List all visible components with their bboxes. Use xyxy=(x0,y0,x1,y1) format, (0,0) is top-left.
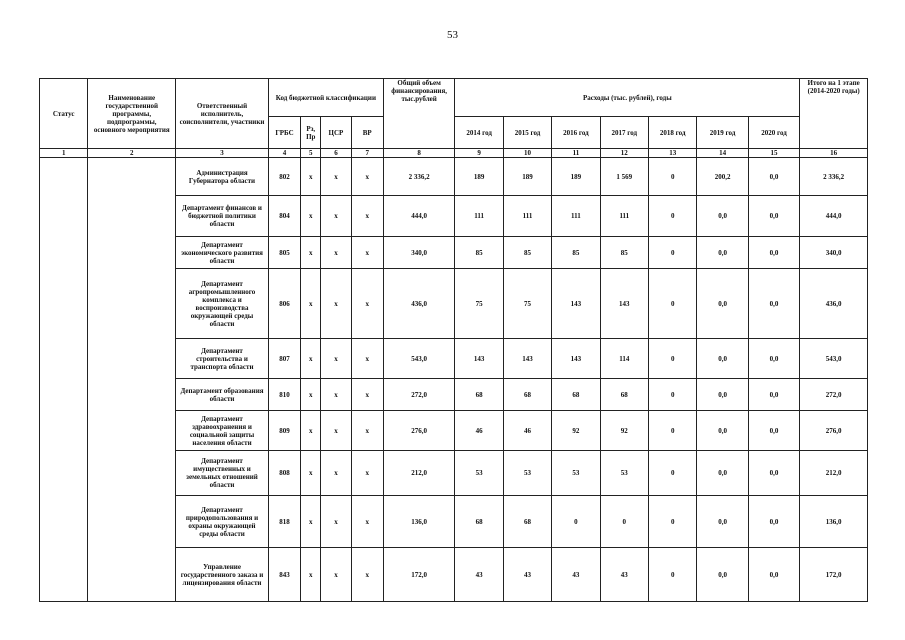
year-2014-cell: 53 xyxy=(455,451,503,496)
year-2019-cell: 0,0 xyxy=(697,411,748,451)
year-2014-cell: 68 xyxy=(455,379,503,411)
csr-cell: x xyxy=(321,411,351,451)
year-2019-cell: 0,0 xyxy=(697,269,748,339)
grbs-cell: 806 xyxy=(268,269,300,339)
year-2017-cell: 68 xyxy=(600,379,648,411)
year-2019-cell: 0,0 xyxy=(697,548,748,602)
year-2020-cell: 0,0 xyxy=(748,451,799,496)
column-number: 9 xyxy=(455,149,503,158)
rz-pr-cell: x xyxy=(301,269,321,339)
year-2017-cell: 1 569 xyxy=(600,158,648,196)
year-2015-cell: 68 xyxy=(503,379,551,411)
responsible-org-cell: Департамент строительства и транспорта области xyxy=(176,339,269,379)
header-csr: ЦСР xyxy=(321,117,351,149)
year-2014-cell: 143 xyxy=(455,339,503,379)
total-funding-cell: 436,0 xyxy=(383,269,455,339)
year-2014-cell: 46 xyxy=(455,411,503,451)
year-2016-cell: 53 xyxy=(552,451,600,496)
grbs-cell: 805 xyxy=(268,237,300,269)
responsible-org-cell: Управление государственного заказа и лицензирования области xyxy=(176,548,269,602)
total-funding-cell: 136,0 xyxy=(383,496,455,548)
column-number: 7 xyxy=(351,149,383,158)
column-number: 11 xyxy=(552,149,600,158)
year-2014-cell: 75 xyxy=(455,269,503,339)
grbs-cell: 809 xyxy=(268,411,300,451)
rz-pr-cell: x xyxy=(301,411,321,451)
header-year: 2020 год xyxy=(748,117,799,149)
grbs-cell: 843 xyxy=(268,548,300,602)
header-status: Статус xyxy=(40,79,88,149)
stage-total-cell: 340,0 xyxy=(800,237,868,269)
vr-cell: x xyxy=(351,411,383,451)
column-number: 13 xyxy=(649,149,697,158)
total-funding-cell: 2 336,2 xyxy=(383,158,455,196)
year-2014-cell: 85 xyxy=(455,237,503,269)
responsible-org-cell: Администрация Губернатора области xyxy=(176,158,269,196)
stage-total-cell: 212,0 xyxy=(800,451,868,496)
stage-total-cell: 2 336,2 xyxy=(800,158,868,196)
year-2017-cell: 143 xyxy=(600,269,648,339)
responsible-org-cell: Департамент имущественных и земельных отношений области xyxy=(176,451,269,496)
year-2014-cell: 68 xyxy=(455,496,503,548)
year-2017-cell: 53 xyxy=(600,451,648,496)
csr-cell: x xyxy=(321,379,351,411)
year-2019-cell: 0,0 xyxy=(697,339,748,379)
year-2016-cell: 111 xyxy=(552,196,600,237)
year-2016-cell: 143 xyxy=(552,339,600,379)
responsible-org-cell: Департамент финансов и бюджетной политики области xyxy=(176,196,269,237)
total-funding-cell: 543,0 xyxy=(383,339,455,379)
year-2019-cell: 0,0 xyxy=(697,237,748,269)
header-stage-total: Итого на 1 этапе (2014-2020 годы) xyxy=(800,79,868,149)
year-2015-cell: 46 xyxy=(503,411,551,451)
column-number: 16 xyxy=(800,149,868,158)
column-number: 10 xyxy=(503,149,551,158)
year-2018-cell: 0 xyxy=(649,548,697,602)
year-2015-cell: 68 xyxy=(503,496,551,548)
rz-pr-cell: x xyxy=(301,158,321,196)
year-2018-cell: 0 xyxy=(649,339,697,379)
rz-pr-cell: x xyxy=(301,237,321,269)
year-2020-cell: 0,0 xyxy=(748,548,799,602)
responsible-org-cell: Департамент экономического развития области xyxy=(176,237,269,269)
column-number: 14 xyxy=(697,149,748,158)
year-2019-cell: 0,0 xyxy=(697,451,748,496)
stage-total-cell: 543,0 xyxy=(800,339,868,379)
year-2018-cell: 0 xyxy=(649,379,697,411)
year-2018-cell: 0 xyxy=(649,269,697,339)
header-rz-pr: Рз, Пр xyxy=(301,117,321,149)
year-2016-cell: 189 xyxy=(552,158,600,196)
column-number: 6 xyxy=(321,149,351,158)
year-2014-cell: 43 xyxy=(455,548,503,602)
csr-cell: x xyxy=(321,548,351,602)
year-2018-cell: 0 xyxy=(649,158,697,196)
year-2016-cell: 68 xyxy=(552,379,600,411)
year-2016-cell: 85 xyxy=(552,237,600,269)
table-row xyxy=(40,158,868,196)
year-2018-cell: 0 xyxy=(649,496,697,548)
total-funding-cell: 340,0 xyxy=(383,237,455,269)
year-2018-cell: 0 xyxy=(649,196,697,237)
year-2015-cell: 75 xyxy=(503,269,551,339)
year-2020-cell: 0,0 xyxy=(748,496,799,548)
total-funding-cell: 212,0 xyxy=(383,451,455,496)
stage-total-cell: 172,0 xyxy=(800,548,868,602)
year-2016-cell: 143 xyxy=(552,269,600,339)
year-2016-cell: 92 xyxy=(552,411,600,451)
column-number: 2 xyxy=(88,149,176,158)
csr-cell: x xyxy=(321,496,351,548)
column-number: 12 xyxy=(600,149,648,158)
vr-cell: x xyxy=(351,451,383,496)
responsible-org-cell: Департамент природопользования и охраны окружающей среды области xyxy=(176,496,269,548)
header-year: 2017 год xyxy=(600,117,648,149)
header-year: 2016 год xyxy=(552,117,600,149)
year-2020-cell: 0,0 xyxy=(748,379,799,411)
vr-cell: x xyxy=(351,158,383,196)
status-cell xyxy=(40,158,88,602)
year-2017-cell: 85 xyxy=(600,237,648,269)
vr-cell: x xyxy=(351,548,383,602)
header-program-name: Наименование государственной программы, подпрограммы, основного мероприятия xyxy=(88,79,176,149)
year-2019-cell: 0,0 xyxy=(697,379,748,411)
year-2016-cell: 0 xyxy=(552,496,600,548)
csr-cell: x xyxy=(321,237,351,269)
header-year: 2018 год xyxy=(649,117,697,149)
year-2017-cell: 0 xyxy=(600,496,648,548)
year-2019-cell: 0,0 xyxy=(697,496,748,548)
year-2019-cell: 200,2 xyxy=(697,158,748,196)
rz-pr-cell: x xyxy=(301,548,321,602)
year-2020-cell: 0,0 xyxy=(748,411,799,451)
header-responsible: Ответственный исполнитель, соисполнители, участники xyxy=(176,79,269,149)
year-2018-cell: 0 xyxy=(649,451,697,496)
header-year: 2015 год xyxy=(503,117,551,149)
column-number: 15 xyxy=(748,149,799,158)
column-number: 1 xyxy=(40,149,88,158)
total-funding-cell: 276,0 xyxy=(383,411,455,451)
total-funding-cell: 172,0 xyxy=(383,548,455,602)
csr-cell: x xyxy=(321,158,351,196)
year-2015-cell: 189 xyxy=(503,158,551,196)
grbs-cell: 818 xyxy=(268,496,300,548)
rz-pr-cell: x xyxy=(301,451,321,496)
year-2016-cell: 43 xyxy=(552,548,600,602)
year-2018-cell: 0 xyxy=(649,237,697,269)
year-2014-cell: 189 xyxy=(455,158,503,196)
vr-cell: x xyxy=(351,237,383,269)
rz-pr-cell: x xyxy=(301,379,321,411)
header-year: 2019 год xyxy=(697,117,748,149)
stage-total-cell: 436,0 xyxy=(800,269,868,339)
year-2019-cell: 0,0 xyxy=(697,196,748,237)
header-year: 2014 год xyxy=(455,117,503,149)
year-2015-cell: 43 xyxy=(503,548,551,602)
rz-pr-cell: x xyxy=(301,196,321,237)
year-2015-cell: 85 xyxy=(503,237,551,269)
stage-total-cell: 272,0 xyxy=(800,379,868,411)
budget-table-body xyxy=(40,158,868,602)
year-2017-cell: 43 xyxy=(600,548,648,602)
column-number: 4 xyxy=(268,149,300,158)
grbs-cell: 804 xyxy=(268,196,300,237)
budget-table xyxy=(39,78,868,602)
year-2017-cell: 114 xyxy=(600,339,648,379)
vr-cell: x xyxy=(351,496,383,548)
header-total-funding: Общий объем финансирования, тыс.рублей xyxy=(383,79,455,149)
year-2015-cell: 111 xyxy=(503,196,551,237)
header-vr: ВР xyxy=(351,117,383,149)
stage-total-cell: 444,0 xyxy=(800,196,868,237)
year-2020-cell: 0,0 xyxy=(748,339,799,379)
total-funding-cell: 444,0 xyxy=(383,196,455,237)
csr-cell: x xyxy=(321,196,351,237)
column-number: 5 xyxy=(301,149,321,158)
year-2014-cell: 111 xyxy=(455,196,503,237)
column-number: 3 xyxy=(176,149,269,158)
vr-cell: x xyxy=(351,339,383,379)
page-number: 53 xyxy=(447,29,458,41)
year-2020-cell: 0,0 xyxy=(748,158,799,196)
program-name-cell xyxy=(88,158,176,602)
header-expenses: Расходы (тыс. рублей), годы xyxy=(455,79,800,117)
grbs-cell: 810 xyxy=(268,379,300,411)
grbs-cell: 807 xyxy=(268,339,300,379)
rz-pr-cell: x xyxy=(301,496,321,548)
grbs-cell: 802 xyxy=(268,158,300,196)
vr-cell: x xyxy=(351,196,383,237)
csr-cell: x xyxy=(321,451,351,496)
responsible-org-cell: Департамент агропромышленного комплекса и воспроизводства окружающей среды области xyxy=(176,269,269,339)
year-2017-cell: 92 xyxy=(600,411,648,451)
vr-cell: x xyxy=(351,379,383,411)
total-funding-cell: 272,0 xyxy=(383,379,455,411)
stage-total-cell: 136,0 xyxy=(800,496,868,548)
year-2020-cell: 0,0 xyxy=(748,237,799,269)
year-2018-cell: 0 xyxy=(649,411,697,451)
year-2015-cell: 143 xyxy=(503,339,551,379)
csr-cell: x xyxy=(321,339,351,379)
year-2015-cell: 53 xyxy=(503,451,551,496)
column-number: 8 xyxy=(383,149,455,158)
year-2020-cell: 0,0 xyxy=(748,269,799,339)
header-grbs: ГРБС xyxy=(268,117,300,149)
responsible-org-cell: Департамент здравоохранения и социальной защиты населения области xyxy=(176,411,269,451)
year-2020-cell: 0,0 xyxy=(748,196,799,237)
year-2017-cell: 111 xyxy=(600,196,648,237)
header-budget-code: Код бюджетной классификации xyxy=(268,79,383,117)
column-number-row xyxy=(40,149,868,158)
rz-pr-cell: x xyxy=(301,339,321,379)
csr-cell: x xyxy=(321,269,351,339)
vr-cell: x xyxy=(351,269,383,339)
responsible-org-cell: Департамент образования области xyxy=(176,379,269,411)
stage-total-cell: 276,0 xyxy=(800,411,868,451)
grbs-cell: 808 xyxy=(268,451,300,496)
